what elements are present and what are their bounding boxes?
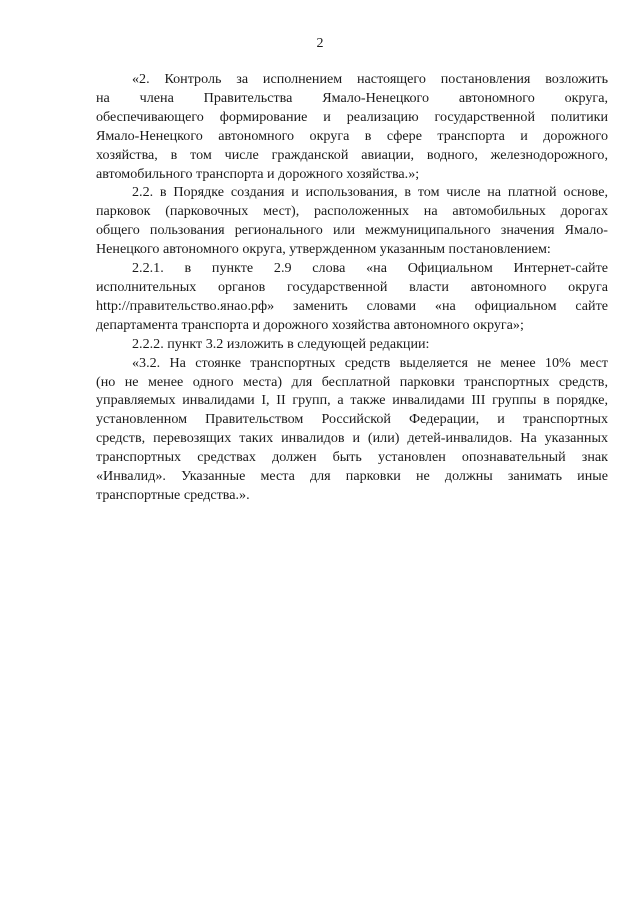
text-line: транспортные средства.». bbox=[96, 486, 250, 503]
paragraph-2-2 bbox=[96, 183, 608, 259]
text-line: автомобильного транспорта и дорожного хозяйства.»; bbox=[96, 165, 420, 182]
paragraph-2-2-1 bbox=[96, 259, 608, 335]
paragraph-3-2-quote bbox=[96, 354, 608, 505]
text-line: «Инвалид». Указанные места для парковки не должны занимать иные bbox=[96, 468, 608, 485]
text-line: 2.2. в Порядке создания и использования, в том числе на платной основе, bbox=[132, 184, 608, 201]
text-line: парковок (парковочных мест), расположенных на автомобильных дорогах bbox=[96, 203, 608, 220]
paragraph-2-2-2 bbox=[96, 335, 608, 354]
text-line: хозяйства, в том числе гражданской авиации, водного, железнодорожного, bbox=[96, 146, 608, 163]
text-line: установленном Правительством Российской Федерации, и транспортных bbox=[96, 411, 608, 428]
text-line: средств, перевозящих таких инвалидов и (или) детей-инвалидов. На указанных bbox=[96, 430, 608, 447]
text-line: департамента транспорта и дорожного хозяйства автономного округа»; bbox=[96, 316, 524, 333]
text-line: «3.2. На стоянке транспортных средств выделяется не менее 10% мест bbox=[132, 354, 608, 371]
text-line: исполнительных органов государственной власти автономного округа bbox=[96, 278, 608, 295]
text-line: «2. Контроль за исполнением настоящего постановления возложить bbox=[132, 71, 608, 87]
paragraph-control-assignment bbox=[96, 70, 608, 183]
text-line: Ямало-Ненецкого автономного округа в сфере транспорта и дорожного bbox=[96, 127, 608, 144]
text-line: управляемых инвалидами I, II групп, а также инвалидами III группы в порядке, bbox=[96, 392, 608, 409]
text-line: 2.2.1. в пункте 2.9 слова «на Официальном Интернет-сайте bbox=[132, 260, 608, 277]
text-line: обеспечивающего формирование и реализацию государственной политики bbox=[96, 108, 608, 125]
page-number: 2 bbox=[316, 36, 324, 51]
text-line: 2.2.2. пункт 3.2 изложить в следующей редакции: bbox=[132, 335, 430, 352]
text-line: транспортных средствах должен быть установлен опознавательный знак bbox=[96, 449, 608, 466]
text-line: (но не менее одного места) для бесплатной парковки транспортных средств, bbox=[96, 373, 608, 390]
text-line: общего пользования регионального или межмуниципального значения Ямало- bbox=[96, 222, 608, 239]
text-line: http://правительство.янао.рф» заменить словами «на официальном сайте bbox=[96, 297, 608, 314]
text-line: Ненецкого автономного округа, утвержденном указанным постановлением: bbox=[96, 241, 551, 258]
document-body bbox=[96, 70, 608, 505]
text-line: на члена Правительства Ямало-Ненецкого автономного округа, bbox=[96, 89, 608, 106]
